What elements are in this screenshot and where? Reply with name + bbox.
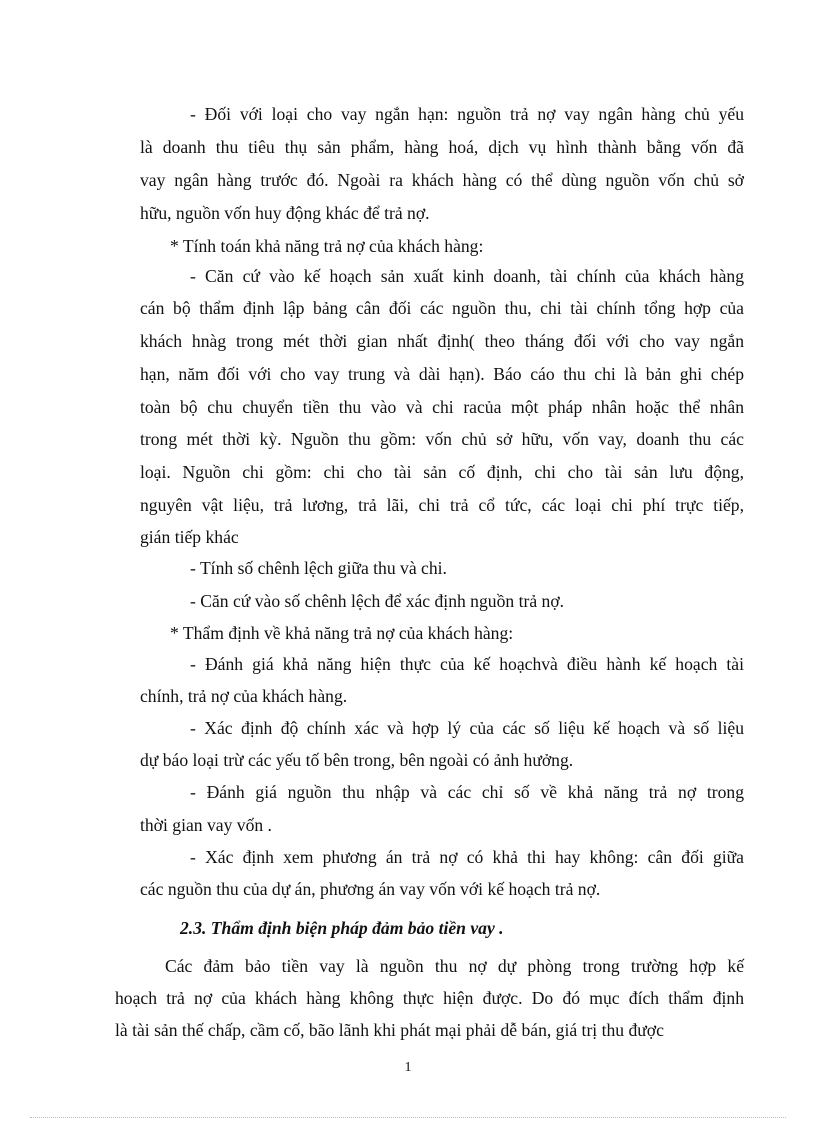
paragraph-line: dự báo loại trừ các yếu tố bên trong, bên ngoài có ảnh hưởng. — [140, 750, 574, 770]
paragraph-line: hữu, nguồn vốn huy động khác để trả nợ. — [140, 203, 430, 223]
paragraph-line: chính, trả nợ của khách hàng. — [140, 686, 348, 706]
paragraph-line: toàn bộ chu chuyển tiền thu vào và chi racủa một pháp nhân hoặc thể nhân — [140, 397, 744, 417]
section-line: * Tính toán khả năng trả nợ của khách hàng: — [170, 236, 484, 256]
bullet-line: - Xác định xem phương án trả nợ có khả thi hay không: cân đối giữa — [190, 847, 744, 867]
paragraph-line: nguyên vật liệu, trả lương, trả lãi, chi trả cổ tức, các loại chi phí trực tiếp, — [140, 495, 744, 515]
section-line: * Thẩm định về khả năng trả nợ của khách hàng: — [170, 623, 514, 643]
bullet-line: - Đánh giá khả năng hiện thực của kế hoạchvà điều hành kế hoạch tài — [190, 654, 744, 674]
bullet-line: - Tính số chênh lệch giữa thu và chi. — [190, 558, 447, 578]
paragraph-line: hạn, năm đối với cho vay trung và dài hạn). Báo cáo thu chi là bản ghi chép — [140, 364, 744, 384]
bullet-line: - Đánh giá nguồn thu nhập và các chỉ số về khả năng trả nợ trong — [190, 782, 744, 802]
paragraph-line: là doanh thu tiêu thụ sản phẩm, hàng hoá, dịch vụ hình thành bằng vốn đã — [140, 137, 744, 157]
paragraph-line: gián tiếp khác — [140, 527, 239, 547]
paragraph-line: Các đảm bảo tiền vay là nguồn thu nợ dự phòng trong trường hợp kế — [165, 956, 744, 976]
bullet-line: - Xác định độ chính xác và hợp lý của các số liệu kế hoạch và số liệu — [190, 718, 744, 738]
bullet-line: - Đối với loại cho vay ngắn hạn: nguồn trả nợ vay ngân hàng chủ yếu — [190, 104, 744, 124]
paragraph-line: cán bộ thẩm định lập bảng cân đối các nguồn thu, chi tài chính tổng hợp của — [140, 298, 744, 318]
paragraph-line: các nguồn thu của dự án, phương án vay vốn với kế hoạch trả nợ. — [140, 879, 601, 899]
paragraph-line: hoạch trả nợ của khách hàng không thực hiện được. Do đó mục đích thẩm định — [115, 988, 744, 1008]
paragraph-line: thời gian vay vốn . — [140, 815, 272, 835]
paragraph-line: trong mét thời kỳ. Nguồn thu gồm: vốn chủ sở hữu, vốn vay, doanh thu các — [140, 429, 744, 449]
bullet-line: - Căn cứ vào số chênh lệch để xác định nguồn trả nợ. — [190, 591, 565, 611]
page-number: 1 — [404, 1060, 412, 1075]
paragraph-line: loại. Nguồn chi gồm: chi cho tài sản cố định, chi cho tài sản lưu động, — [140, 462, 744, 482]
bullet-line: - Căn cứ vào kế hoạch sản xuất kinh doanh, tài chính của khách hàng — [190, 266, 744, 286]
paragraph-line: là tài sản thế chấp, cầm cố, bão lãnh khi phát mại phải dễ bán, giá trị thu được — [115, 1020, 664, 1040]
page-bottom-divider — [30, 1117, 786, 1118]
paragraph-line: vay ngân hàng trước đó. Ngoài ra khách hàng có thể dùng nguồn vốn chủ sở — [140, 170, 744, 190]
paragraph-line: khách hnàg trong mét thời gian nhất định( theo tháng đối với cho vay ngắn — [140, 331, 744, 351]
section-heading: 2.3. Thẩm định biện pháp đảm bảo tiền vay . — [180, 918, 504, 938]
